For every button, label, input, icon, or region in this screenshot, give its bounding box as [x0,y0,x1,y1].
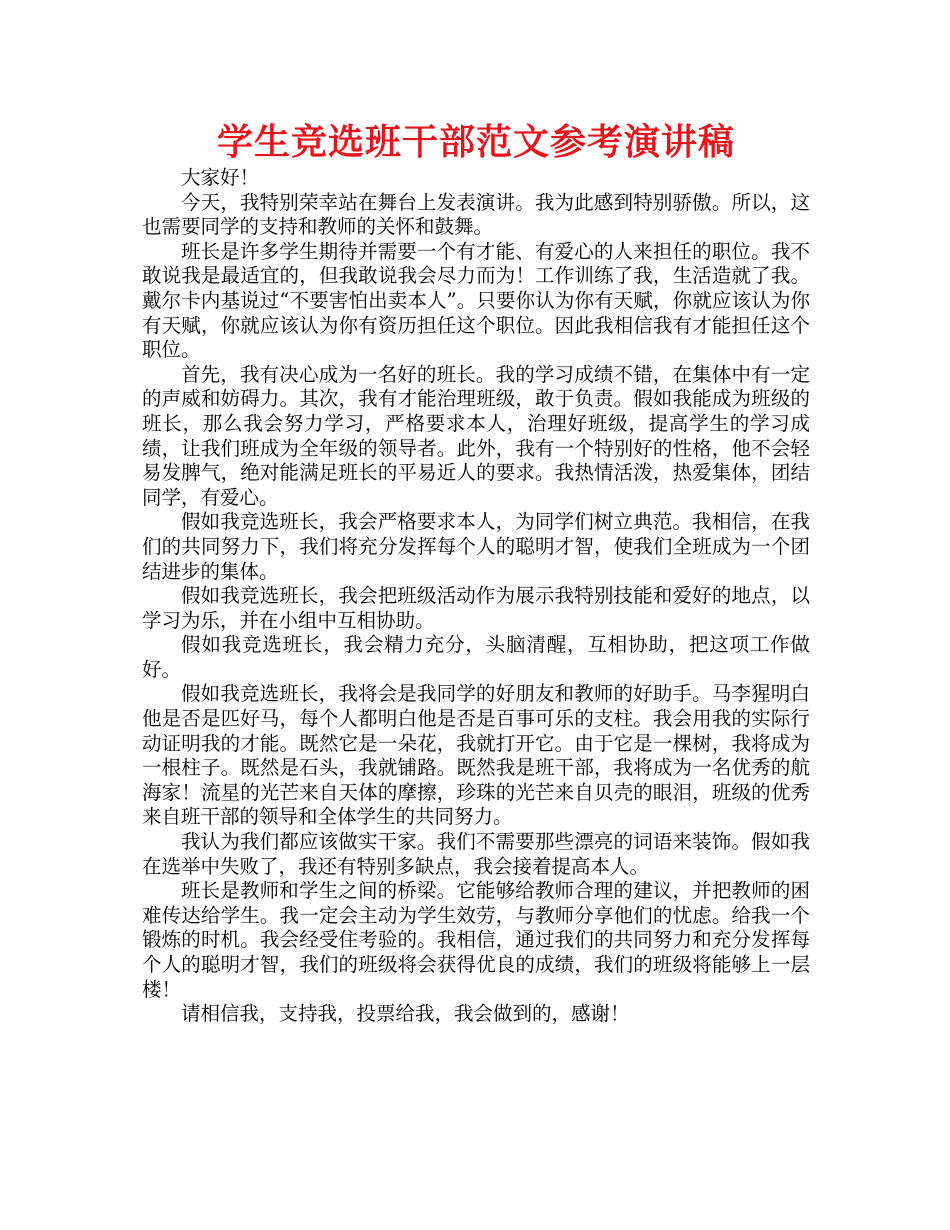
paragraph: 假如我竞选班长，我会严格要求本人，为同学们树立典范。我相信，在我们的共同努力下，我们将充分发挥每个人的聪明才智，使我们全班成为一个团结进步的集体。 [142,510,810,583]
paragraph: 首先，我有决心成为一名好的班长。我的学习成绩不错，在集体中有一定的声威和妨碍力。其次，我有才能治理班级，敢于负责。假如我能成为班级的班长，那么我会努力学习，严格要求本人，治理好班级，提高学生的学习成绩，让我们班成为全年级的领导者。此外，我有一个特别好的性格，他不会轻易发脾气，绝对能满足班长的平易近人的要求。我热情活泼，热爱集体，团结同学，有爱心。 [142,362,810,509]
paragraph: 班长是教师和学生之间的桥梁。它能够给教师合理的建议，并把教师的困难传达给学生。我一定会主动为学生效劳，与教师分享他们的忧虑。给我一个锻炼的时机。我会经受住考验的。我相信，通过我们的共同努力和充分发挥每个人的聪明才智，我们的班级将会获得优良的成绩，我们的班级将能够上一层楼！ [142,879,810,1001]
paragraph: 假如我竞选班长，我会精力充分，头脑清醒，互相协助，把这项工作做好。 [142,633,810,681]
document-body [142,166,810,1027]
paragraph-closing: 请相信我，支持我，投票给我，我会做到的，感谢！ [181,1002,630,1026]
paragraph: 假如我竞选班长，我会把班级活动作为展示我特别技能和爱好的地点，以学习为乐，并在小组中互相协助。 [142,584,810,632]
document-title: 学生竞选班干部范文参考演讲稿 [216,121,735,163]
paragraph: 今天，我特别荣幸站在舞台上发表演讲。我为此感到特别骄傲。所以，这也需要同学的支持和教师的关怀和鼓舞。 [142,190,810,239]
paragraph: 班长是许多学生期待并需要一个有才能、有爱心的人来担任的职位。我不敢说我是最适宜的，但我敢说我会尽力而为！工作训练了我，生活造就了我。戴尔卡内基说过“不要害怕出卖本人”。只要你认为你有天赋，你就应该认为你有天赋，你就应该认为你有资历担任这个职位。因此我相信我有才能担任这个职位。 [142,239,810,362]
paragraph: 假如我竞选班长，我将会是我同学的好朋友和教师的好助手。马李猩明白他是否是匹好马，每个人都明白他是否是百事可乐的支柱。我会用我的实际行动证明我的才能。既然它是一朵花，我就打开它。由于它是一棵树，我将成为一根柱子。既然是石头，我就铺路。既然我是班干部，我将成为一名优秀的航海家！流星的光芒来自天体的摩擦，珍珠的光芒来自贝壳的眼泪，班级的优秀来自班干部的领导和全体学生的共同努力。 [142,682,810,829]
paragraph: 我认为我们都应该做实干家。我们不需要那些漂亮的词语来装饰。假如我在选举中失败了，我还有特别多缺点，我会接着提高本人。 [142,830,810,878]
paragraph-greeting: 大家好！ [181,166,260,189]
document-page [142,118,810,1027]
